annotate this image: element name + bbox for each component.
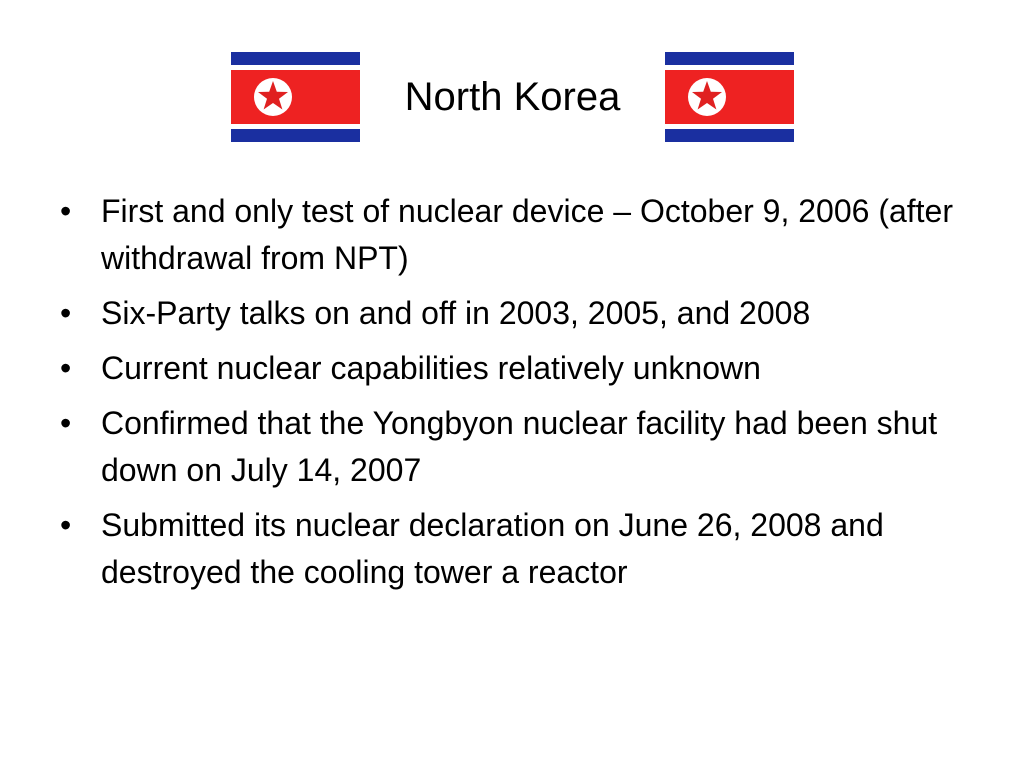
bullet-list	[60, 188, 980, 604]
bullet-item	[60, 290, 980, 337]
bullet-marker: •	[60, 350, 72, 386]
title-row	[0, 52, 1024, 142]
north-korea-flag-right	[665, 52, 794, 142]
bullet-item	[60, 188, 980, 282]
slide-title: North Korea	[404, 75, 621, 119]
bullet-text: Confirmed that the Yongbyon nuclear facility had been shut down on July 14, 2007	[101, 405, 938, 488]
bullet-text: Current nuclear capabilities relatively unknown	[101, 350, 761, 386]
bullet-item	[60, 502, 980, 596]
bullet-text: Six-Party talks on and off in 2003, 2005, and 2008	[101, 295, 811, 331]
bullet-marker: •	[60, 295, 72, 331]
bullet-item	[60, 400, 980, 494]
bullet-marker: •	[60, 507, 72, 543]
bullet-item	[60, 345, 980, 392]
bullet-marker: •	[60, 405, 72, 441]
bullet-text: First and only test of nuclear device – October 9, 2006 (after withdrawal from NPT)	[101, 193, 953, 276]
north-korea-flag-left	[231, 52, 360, 142]
bullet-marker: •	[60, 193, 72, 229]
bullet-text: Submitted its nuclear declaration on June 26, 2008 and destroyed the cooling tower a reactor	[101, 507, 884, 590]
